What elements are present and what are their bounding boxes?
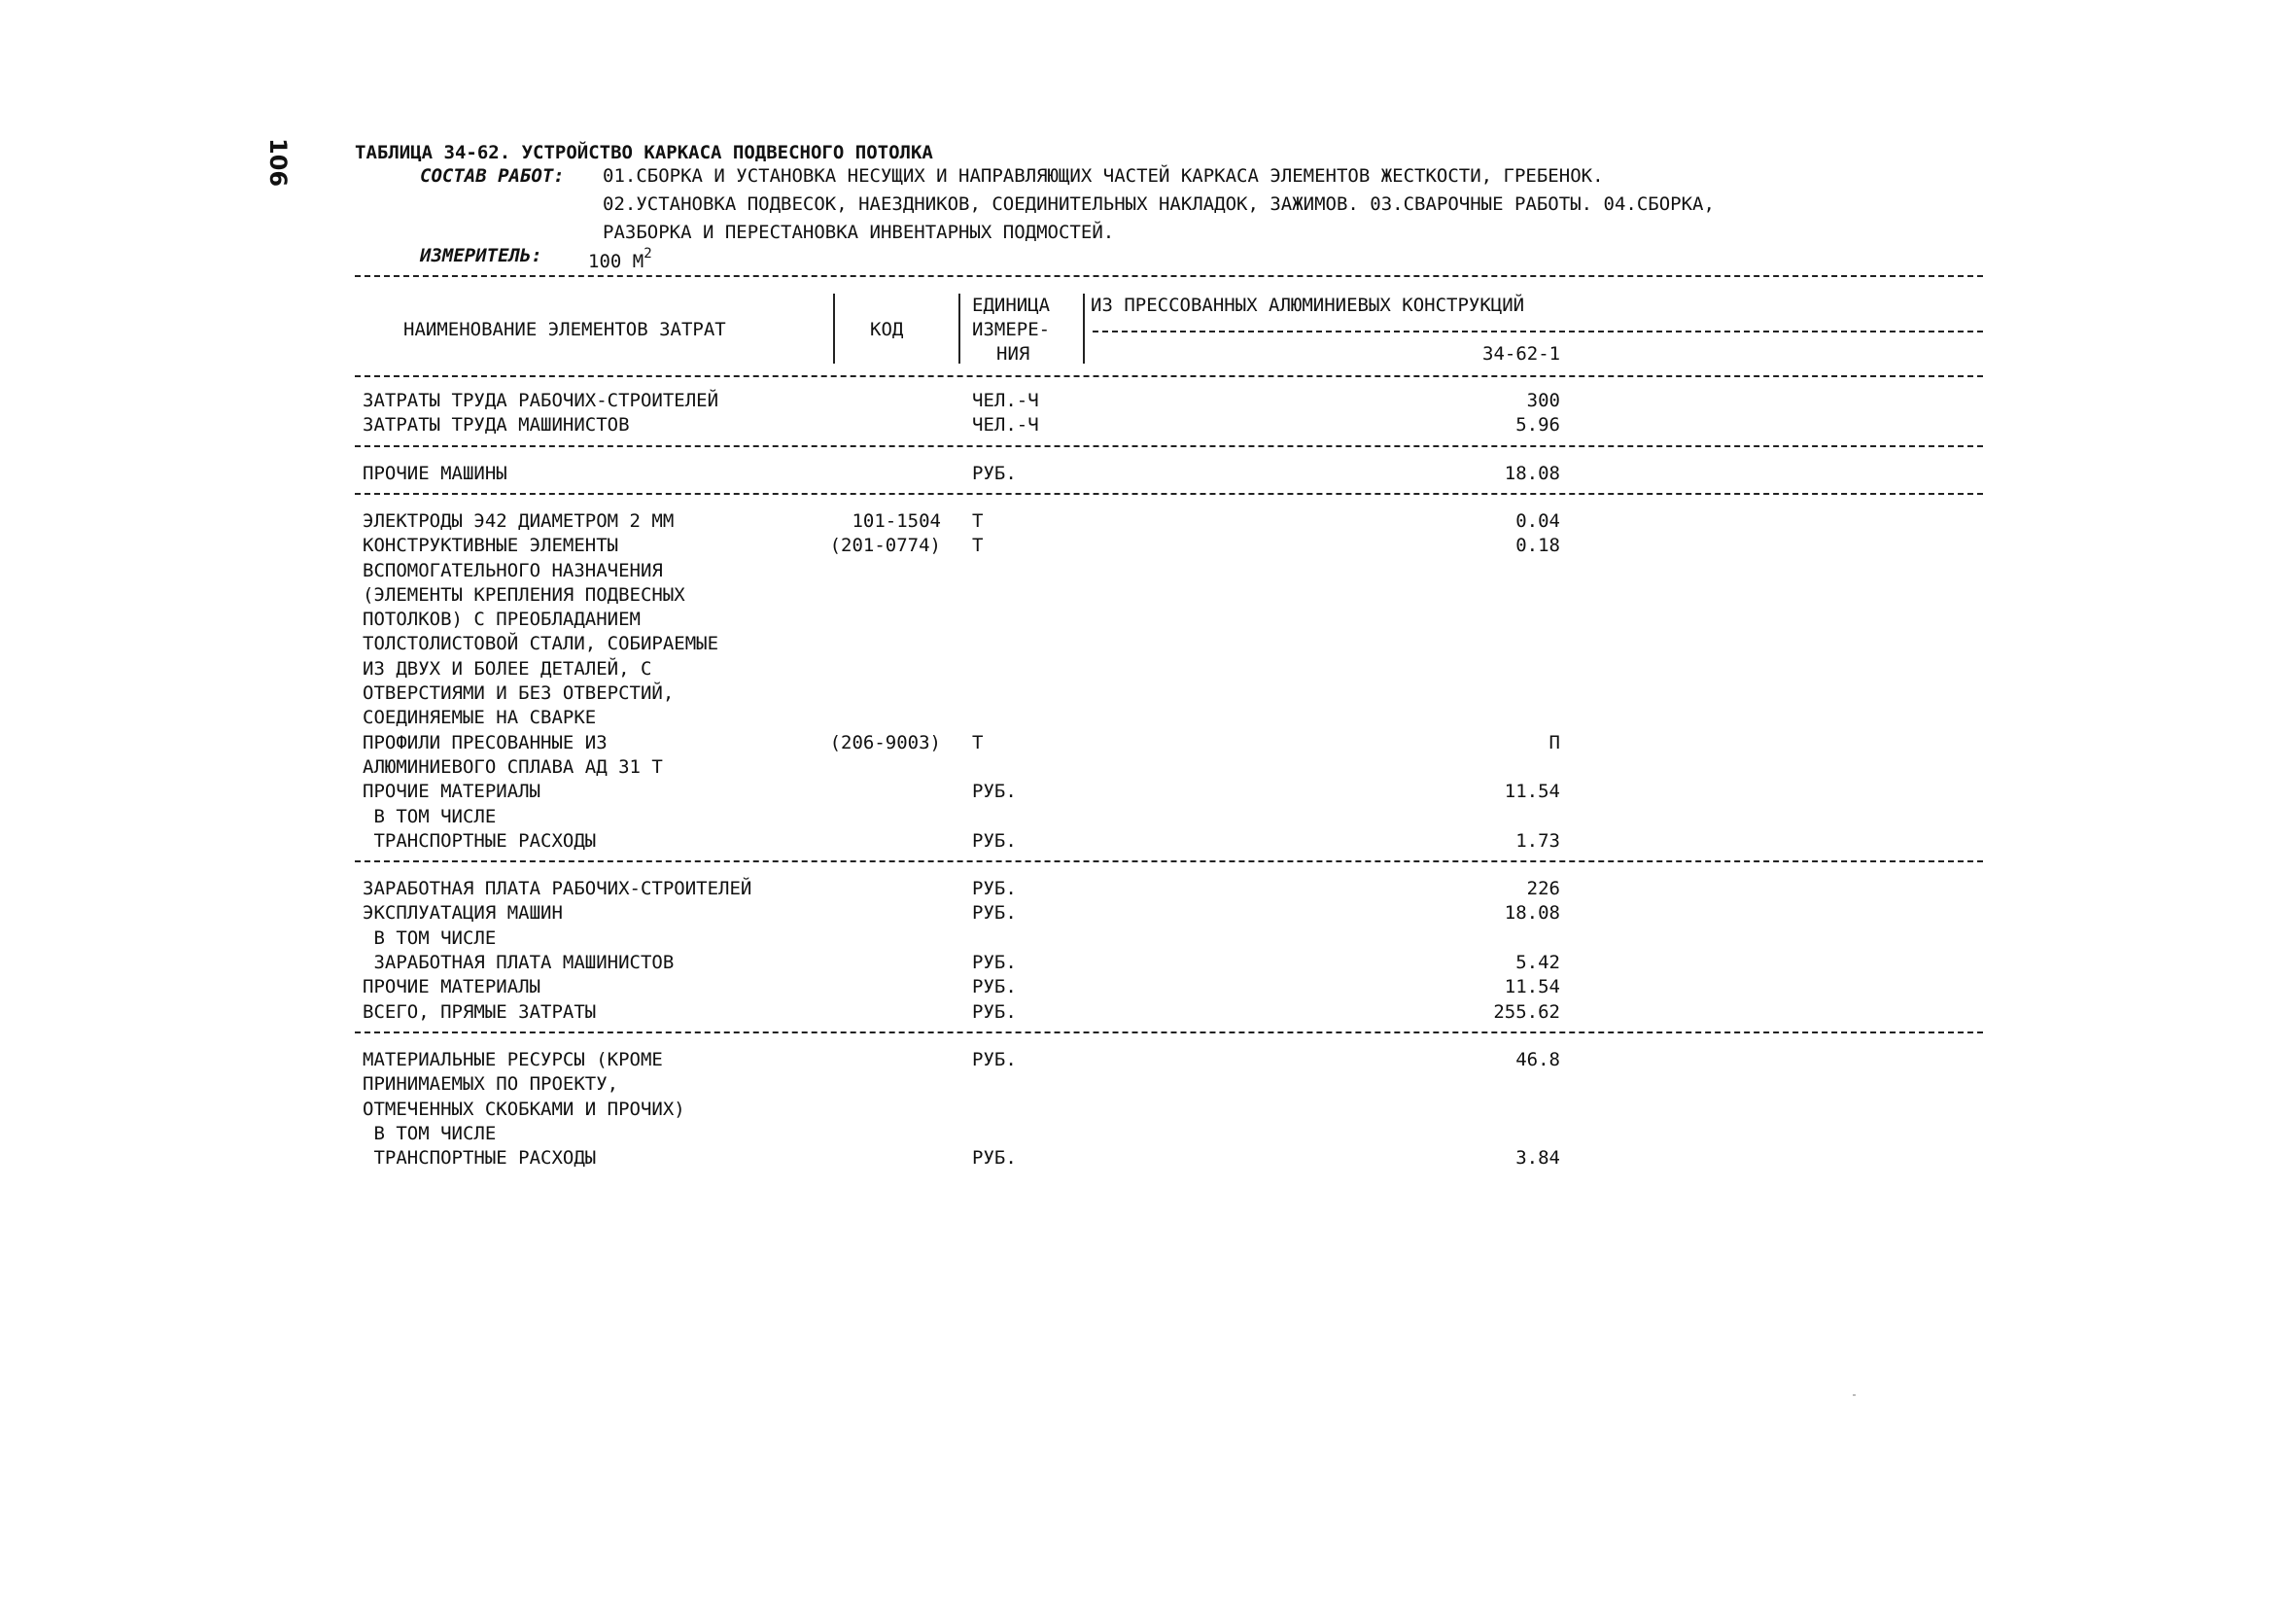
measure-value [588,247,652,271]
row-name: ЭКСПЛУАТАЦИЯ МАШИН [363,902,563,925]
row-value: 11.54 [1504,781,1560,803]
row-name: ВСПОМОГАТЕЛЬНОГО НАЗНАЧЕНИЯ [363,559,663,581]
row-name: ПРИНИМАЕМЫХ ПО ПРОЕКТУ, [363,1073,619,1096]
row-unit: РУБ. [972,902,1017,925]
row-unit: Т [972,509,984,532]
section-rule [355,493,1983,495]
row-code: 101-1504 [852,509,941,532]
col-header-name: НАИМЕНОВАНИЕ ЭЛЕМЕНТОВ ЗАТРАТ [403,319,726,340]
row-value: П [1548,731,1560,753]
row-name: СОЕДИНЯЕМЫЕ НА СВАРКЕ [363,707,597,729]
row-name: ПОТОЛКОВ) С ПРЕОБЛАДАНИЕМ [363,609,641,631]
row-value: 3.84 [1515,1147,1560,1170]
row-value: 46.8 [1515,1048,1560,1070]
col-divider-2 [958,294,960,364]
row-value: 300 [1526,390,1560,411]
row-name: ТРАНСПОРТНЫЕ РАСХОДЫ [363,829,597,852]
row-name: ЗАТРАТЫ ТРУДА РАБОЧИХ-СТРОИТЕЛЕЙ [363,390,719,411]
col-header-unit-2: ИЗМЕРЕ- [972,319,1051,340]
row-unit: РУБ. [972,1048,1017,1070]
row-unit: РУБ. [972,781,1017,803]
col-header-unit-3: НИЯ [996,343,1030,365]
row-name: ВСЕГО, ПРЯМЫЕ ЗАТРАТЫ [363,1000,597,1023]
row-unit: Т [972,535,984,557]
row-unit: РУБ. [972,1147,1017,1170]
row-name: (ЭЛЕМЕНТЫ КРЕПЛЕНИЯ ПОДВЕСНЫХ [363,583,685,606]
section-rule [355,1031,1983,1033]
speck [1853,1394,1856,1396]
row-name: ОТВЕРСТИЯМИ И БЕЗ ОТВЕРСТИЙ, [363,682,675,704]
row-name: В ТОМ ЧИСЛЕ [363,926,497,949]
row-value: 0.18 [1515,535,1560,557]
row-unit: РУБ. [972,462,1017,484]
row-code: (201-0774) [829,535,941,557]
row-name: ПРОФИЛИ ПРЕСОВАННЫЕ ИЗ [363,731,608,753]
col-header-code: КОД [870,319,904,340]
rule-top [355,275,1983,277]
row-value: 18.08 [1504,902,1560,925]
row-name: АЛЮМИНИЕВОГО СПЛАВА АД 31 Т [363,755,663,778]
col-divider-3 [1083,294,1085,364]
measure-value-text: 100 М [588,251,644,272]
row-unit: ЧЕЛ.-Ч [972,390,1039,411]
row-name: ЗАРАБОТНАЯ ПЛАТА РАБОЧИХ-СТРОИТЕЛЕЙ [363,878,752,900]
col-divider-1 [833,294,835,364]
row-value: 0.04 [1515,509,1560,532]
col-header-group: ИЗ ПРЕССОВАННЫХ АЛЮМИНИЕВЫХ КОНСТРУКЦИЙ [1091,295,1525,316]
row-value: 11.54 [1504,976,1560,998]
row-value: 226 [1526,878,1560,900]
row-name: ТОЛСТОЛИСТОВОЙ СТАЛИ, СОБИРАЕМЫЕ [363,633,719,655]
row-value: 5.42 [1515,952,1560,973]
col-header-variant: 34-62-1 [1482,343,1561,365]
work-line-1: 01.СБОРКА И УСТАНОВКА НЕСУЩИХ И НАПРАВЛЯЮЩИХ ЧАСТЕЙ КАРКАСА ЭЛЕМЕНТОВ ЖЕСТКОСТИ, ГРЕБЕНОК. [603,165,1604,187]
row-name: ЗАТРАТЫ ТРУДА МАШИНИСТОВ [363,414,630,437]
section-rule [355,860,1983,862]
row-unit: РУБ. [972,952,1017,973]
work-line-2: 02.УСТАНОВКА ПОДВЕСОК, НАЕЗДНИКОВ, СОЕДИНИТЕЛЬНЫХ НАКЛАДОК, ЗАЖИМОВ. 03.СВАРОЧНЫЕ РАБОТЫ. 04.СБОРКА, [603,193,1715,215]
row-name: ПРОЧИЕ МАШИНЫ [363,462,507,484]
row-name: ПРОЧИЕ МАТЕРИАЛЫ [363,781,541,803]
row-code: (206-9003) [829,731,941,753]
row-unit: РУБ. [972,878,1017,900]
row-unit: ЧЕЛ.-Ч [972,414,1039,437]
row-unit: РУБ. [972,976,1017,998]
page-number: 106 [264,138,292,188]
rule-group [1093,331,1983,332]
col-header-unit-1: ЕДИНИЦА [972,295,1051,316]
measure-sup: 2 [644,246,652,262]
row-unit: Т [972,731,984,753]
row-value: 255.62 [1493,1000,1560,1023]
row-name: В ТОМ ЧИСЛЕ [363,805,497,827]
row-value: 18.08 [1504,462,1560,484]
row-name: МАТЕРИАЛЬНЫЕ РЕСУРСЫ (КРОМЕ [363,1048,663,1070]
row-unit: РУБ. [972,1000,1017,1023]
row-value: 5.96 [1515,414,1560,437]
row-name: ЗАРАБОТНАЯ ПЛАТА МАШИНИСТОВ [363,952,675,973]
row-value: 1.73 [1515,829,1560,852]
work-composition-label: СОСТАВ РАБОТ: [420,165,565,187]
section-rule [355,445,1983,447]
row-unit: РУБ. [972,829,1017,852]
table-title: ТАБЛИЦА 34-62. УСТРОЙСТВО КАРКАСА ПОДВЕСНОГО ПОТОЛКА [355,142,933,163]
row-name: ЭЛЕКТРОДЫ Э42 ДИАМЕТРОМ 2 ММ [363,509,675,532]
row-name: В ТОМ ЧИСЛЕ [363,1122,497,1144]
row-name: ИЗ ДВУХ И БОЛЕЕ ДЕТАЛЕЙ, С [363,657,652,680]
row-name: ОТМЕЧЕННЫХ СКОБКАМИ И ПРОЧИХ) [363,1098,685,1120]
work-line-3: РАЗБОРКА И ПЕРЕСТАНОВКА ИНВЕНТАРНЫХ ПОДМОСТЕЙ. [603,222,1115,243]
rule-header-bottom [355,375,1983,377]
row-name: КОНСТРУКТИВНЫЕ ЭЛЕМЕНТЫ [363,535,619,557]
measure-label: ИЗМЕРИТЕЛЬ: [420,245,542,266]
row-name: ТРАНСПОРТНЫЕ РАСХОДЫ [363,1147,597,1170]
row-name: ПРОЧИЕ МАТЕРИАЛЫ [363,976,541,998]
